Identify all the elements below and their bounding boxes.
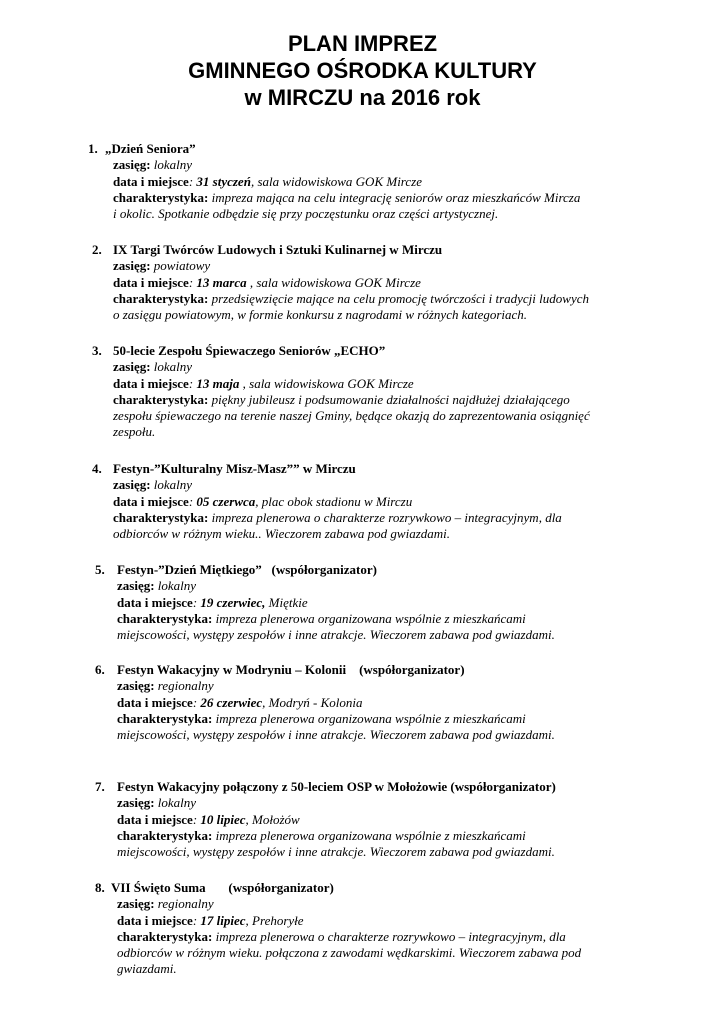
range-value: regionalny bbox=[157, 678, 214, 694]
event-description-line bbox=[113, 206, 705, 222]
event-date: 31 styczeń bbox=[196, 173, 251, 189]
event-place: , sala widowiskowa GOK Mircze bbox=[250, 173, 422, 189]
range-label: zasięg: bbox=[113, 157, 151, 173]
range-label: zasięg: bbox=[113, 258, 151, 274]
date-separator: : bbox=[188, 493, 197, 509]
description-text: impreza plenerowa organizowana wspólnie z mieszkańcami bbox=[215, 610, 526, 626]
date-label: data i miejsce bbox=[113, 375, 189, 391]
description-text: odbiorców w różnym wieku. połączona z zawodami wędkarskimi. Wieczorem zabawa pod bbox=[117, 945, 582, 961]
date-label: data i miejsce bbox=[117, 811, 193, 827]
date-label: data i miejsce bbox=[113, 173, 189, 189]
range-value: powiatowy bbox=[153, 258, 211, 274]
event-heading: Festyn Wakacyjny połączony z 50-leciem OSP w Mołożowie (współorganizator) bbox=[117, 779, 556, 794]
range-value: lokalny bbox=[157, 578, 197, 594]
event-range-line bbox=[117, 678, 705, 694]
event-number: 4. bbox=[92, 461, 102, 476]
event-date: 26 czerwiec bbox=[200, 694, 263, 710]
event-date: 19 czerwiec, bbox=[200, 594, 266, 610]
event-description-line bbox=[117, 828, 705, 844]
description-label: charakterystyka: bbox=[117, 710, 213, 726]
event-description-line bbox=[117, 929, 705, 945]
event-item bbox=[0, 779, 725, 860]
event-number: 6. bbox=[95, 662, 105, 677]
event-date-line bbox=[117, 595, 705, 611]
event-date: 13 marca bbox=[196, 274, 247, 290]
event-place: , Mołożów bbox=[245, 811, 300, 827]
event-item bbox=[0, 141, 725, 222]
event-place: , sala widowiskowa GOK Mircze bbox=[246, 274, 421, 290]
description-label: charakterystyka: bbox=[113, 509, 209, 525]
range-label: zasięg: bbox=[117, 795, 155, 811]
description-text: zespołu. bbox=[113, 424, 156, 440]
date-separator: : bbox=[192, 694, 201, 710]
description-text: odbiorców w różnym wieku.. Wieczorem zabawa pod gwiazdami. bbox=[113, 526, 451, 542]
description-label: charakterystyka: bbox=[117, 827, 213, 843]
event-heading-row bbox=[0, 779, 725, 795]
event-heading: Festyn Wakacyjny w Modryniu – Kolonii (współorganizator) bbox=[117, 662, 465, 677]
event-range-line bbox=[113, 258, 705, 274]
range-label: zasięg: bbox=[117, 678, 155, 694]
event-item bbox=[0, 662, 725, 743]
description-label: charakterystyka: bbox=[113, 189, 209, 205]
date-separator: : bbox=[188, 375, 197, 391]
event-description-line bbox=[117, 627, 705, 643]
event-date-line bbox=[113, 376, 705, 392]
event-description-line bbox=[113, 424, 705, 440]
range-value: lokalny bbox=[157, 795, 197, 811]
event-body bbox=[117, 578, 705, 643]
event-number: 1. bbox=[88, 141, 98, 156]
event-item bbox=[0, 880, 725, 978]
event-description-line bbox=[117, 945, 705, 961]
event-date-line bbox=[117, 913, 705, 929]
event-description-line bbox=[113, 291, 705, 307]
event-place: , Modryń - Kolonia bbox=[262, 694, 363, 710]
event-description-line bbox=[117, 961, 705, 977]
event-heading-row bbox=[0, 242, 725, 258]
date-label: data i miejsce bbox=[113, 493, 189, 509]
event-number: 2. bbox=[92, 242, 102, 257]
event-heading: VII Święto Suma (współorganizator) bbox=[111, 880, 334, 895]
description-label: charakterystyka: bbox=[113, 290, 209, 306]
event-date: 13 maja bbox=[196, 375, 240, 391]
range-label: zasięg: bbox=[117, 896, 155, 912]
event-date: 05 czerwca bbox=[196, 493, 256, 509]
description-text: miejscowości, występy zespołów i inne atrakcje. Wieczorem zabawa pod gwiazdami. bbox=[117, 627, 555, 643]
date-label: data i miejsce bbox=[117, 694, 193, 710]
event-heading-row bbox=[0, 662, 725, 678]
event-description-line bbox=[113, 510, 705, 526]
event-place: , sala widowiskowa GOK Mircze bbox=[239, 375, 414, 391]
date-separator: : bbox=[192, 811, 201, 827]
range-value: lokalny bbox=[153, 477, 193, 493]
event-description-line bbox=[117, 844, 705, 860]
title-line-3: w MIRCZU na 2016 rok bbox=[244, 85, 481, 110]
description-text: impreza mająca na celu integrację seniorów oraz mieszkańców Mircza bbox=[211, 189, 581, 205]
event-body bbox=[113, 359, 705, 440]
event-heading-row bbox=[0, 562, 725, 578]
event-item bbox=[0, 562, 725, 643]
description-text: miejscowości, występy zespołów i inne atrakcje. Wieczorem zabawa pod gwiazdami. bbox=[117, 727, 555, 743]
event-number: 8. bbox=[95, 880, 105, 895]
event-range-line bbox=[117, 795, 705, 811]
description-text: impreza plenerowa organizowana wspólnie z mieszkańcami bbox=[215, 710, 526, 726]
event-description-line bbox=[113, 307, 705, 323]
date-separator: : bbox=[192, 912, 201, 928]
event-heading-row bbox=[0, 461, 725, 477]
range-value: lokalny bbox=[153, 157, 193, 173]
date-label: data i miejsce bbox=[117, 912, 193, 928]
range-value: lokalny bbox=[153, 359, 193, 375]
date-separator: : bbox=[188, 173, 197, 189]
event-heading: Festyn-”Dzień Miętkiego” (współorganizator) bbox=[117, 562, 377, 577]
event-date-line bbox=[113, 174, 705, 190]
event-item bbox=[0, 461, 725, 542]
description-text: o zasięgu powiatowym, w formie konkursu z nagrodami w różnych kategoriach. bbox=[113, 307, 528, 323]
event-body bbox=[113, 258, 705, 323]
event-description-line bbox=[117, 727, 705, 743]
event-description-line bbox=[117, 611, 705, 627]
event-date-line bbox=[117, 695, 705, 711]
date-label: data i miejsce bbox=[113, 274, 189, 290]
date-separator: : bbox=[188, 274, 197, 290]
event-date: 10 lipiec bbox=[200, 811, 246, 827]
event-description-line bbox=[113, 392, 705, 408]
event-body bbox=[117, 795, 705, 860]
event-description-line bbox=[113, 190, 705, 206]
description-text: impreza plenerowa o charakterze rozrywkowo – integracyjnym, dla bbox=[215, 928, 566, 944]
event-description-line bbox=[113, 408, 705, 424]
description-text: i okolic. Spotkanie odbędzie się przy poczęstunku oraz części artystycznej. bbox=[113, 206, 499, 222]
description-text: gwiazdami. bbox=[117, 961, 177, 977]
event-number: 7. bbox=[95, 779, 105, 794]
event-range-line bbox=[113, 157, 705, 173]
description-text: piękny jubileusz i podsumowanie działalności najdłużej działającego bbox=[211, 391, 570, 407]
event-heading-row bbox=[0, 141, 725, 157]
date-label: data i miejsce bbox=[117, 594, 193, 610]
range-label: zasięg: bbox=[117, 578, 155, 594]
event-number: 3. bbox=[92, 343, 102, 358]
event-date-line bbox=[113, 494, 705, 510]
description-label: charakterystyka: bbox=[117, 610, 213, 626]
event-description-line bbox=[117, 711, 705, 727]
document-title bbox=[0, 30, 725, 111]
event-item bbox=[0, 343, 725, 441]
event-description-line bbox=[113, 526, 705, 542]
description-label: charakterystyka: bbox=[113, 391, 209, 407]
event-heading-row bbox=[0, 880, 725, 896]
description-text: zespołu śpiewaczego na terenie naszej Gminy, będące okazją do zaprezentowania osiągnięć bbox=[113, 408, 590, 424]
description-text: przedsięwzięcie mające na celu promocję twórczości i tradycji ludowych bbox=[211, 290, 589, 306]
date-separator: : bbox=[192, 594, 201, 610]
description-text: impreza plenerowa organizowana wspólnie z mieszkańcami bbox=[215, 827, 526, 843]
range-label: zasięg: bbox=[113, 477, 151, 493]
event-range-line bbox=[113, 477, 705, 493]
range-value: regionalny bbox=[157, 896, 214, 912]
event-number: 5. bbox=[95, 562, 105, 577]
title-line-1: PLAN IMPREZ bbox=[287, 31, 438, 56]
event-heading: Festyn-”Kulturalny Misz-Masz”” w Mirczu bbox=[113, 461, 356, 476]
event-place: , Prehoryłe bbox=[245, 912, 304, 928]
event-body bbox=[117, 678, 705, 743]
event-item bbox=[0, 242, 725, 323]
event-range-line bbox=[113, 359, 705, 375]
title-line-2: GMINNEGO OŚRODKA KULTURY bbox=[188, 58, 537, 83]
event-body bbox=[113, 157, 705, 222]
event-heading: „Dzień Seniora” bbox=[105, 141, 196, 156]
event-heading-row bbox=[0, 343, 725, 359]
description-text: miejscowości, występy zespołów i inne atrakcje. Wieczorem zabawa pod gwiazdami. bbox=[117, 844, 555, 860]
event-range-line bbox=[117, 896, 705, 912]
event-date: 17 lipiec bbox=[200, 912, 246, 928]
event-range-line bbox=[117, 578, 705, 594]
description-text: impreza plenerowa o charakterze rozrywkowo – integracyjnym, dla bbox=[211, 509, 562, 525]
event-body bbox=[113, 477, 705, 542]
event-place: Miętkie bbox=[265, 594, 308, 610]
event-place: , plac obok stadionu w Mirczu bbox=[255, 493, 413, 509]
event-heading: 50-lecie Zespołu Śpiewaczego Seniorów „ECHO” bbox=[113, 343, 386, 358]
description-label: charakterystyka: bbox=[117, 928, 213, 944]
event-date-line bbox=[117, 812, 705, 828]
event-heading: IX Targi Twórców Ludowych i Sztuki Kulinarnej w Mirczu bbox=[113, 242, 443, 257]
event-date-line bbox=[113, 275, 705, 291]
event-body bbox=[117, 896, 705, 977]
range-label: zasięg: bbox=[113, 359, 151, 375]
